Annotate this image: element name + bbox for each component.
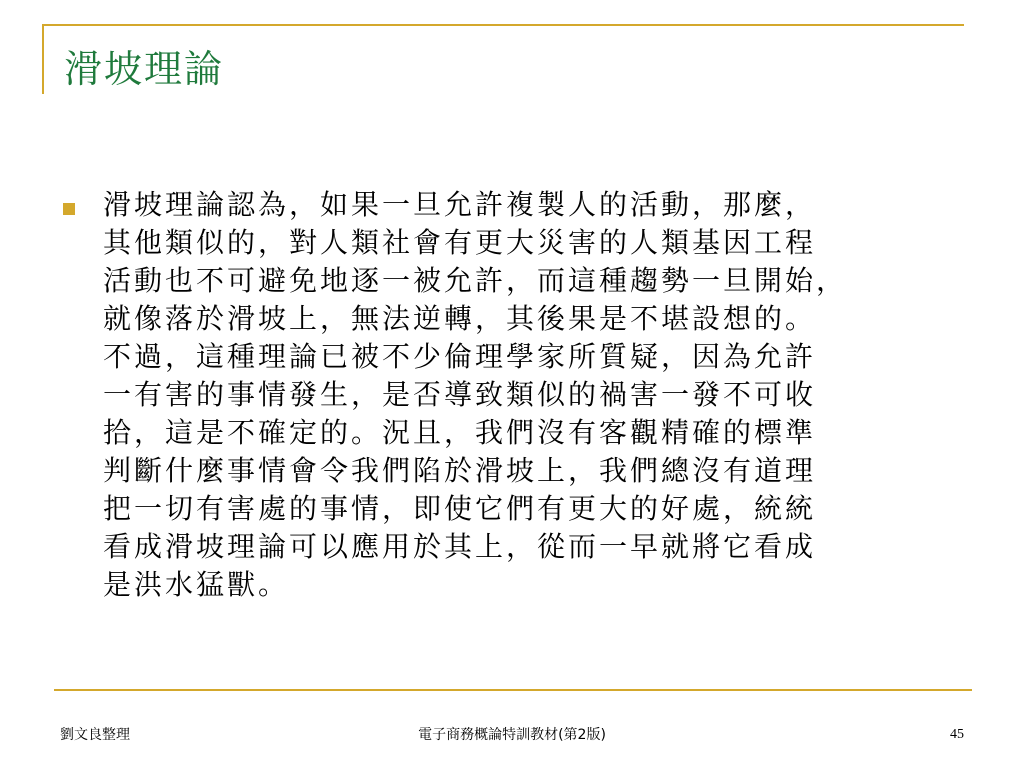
footer-author: 劉文良整理 xyxy=(60,727,130,743)
body-line: 滑坡理論認為，如果一旦允許複製人的活動，那麼， xyxy=(103,188,817,221)
body-line: 看成滑坡理論可以應用於其上，從而一早就將它看成 xyxy=(103,530,817,563)
body-line: 把一切有害處的事情，即使它們有更大的好處，統統 xyxy=(103,492,817,525)
body-line: 是洪水猛獸。 xyxy=(103,568,290,601)
body-line: 不過，這種理論已被不少倫理學家所質疑，因為允許 xyxy=(103,340,817,373)
body-line: 就像落於滑坡上，無法逆轉，其後果是不堪設想的。 xyxy=(103,302,817,335)
title-accent-bar xyxy=(42,24,44,94)
top-divider xyxy=(42,24,964,26)
slide-title: 滑坡理論 xyxy=(64,47,225,91)
body-line: 活動也不可避免地逐一被允許，而這種趨勢一旦開始， xyxy=(103,264,848,297)
page-number: 45 xyxy=(950,727,964,742)
footer-book-title: 電子商務概論特訓教材(第2版) xyxy=(418,727,606,743)
footer-divider xyxy=(54,689,972,691)
body-line: 一有害的事情發生，是否導致類似的禍害一發不可收 xyxy=(103,378,817,411)
body-line: 拾，這是不確定的。況且，我們沒有客觀精確的標準 xyxy=(103,416,817,449)
bullet-square-icon xyxy=(63,203,75,215)
body-line: 判斷什麼事情會令我們陷於滑坡上，我們總沒有道理 xyxy=(103,454,817,487)
body-line: 其他類似的，對人類社會有更大災害的人類基因工程 xyxy=(103,226,817,259)
slide-body xyxy=(103,186,963,604)
